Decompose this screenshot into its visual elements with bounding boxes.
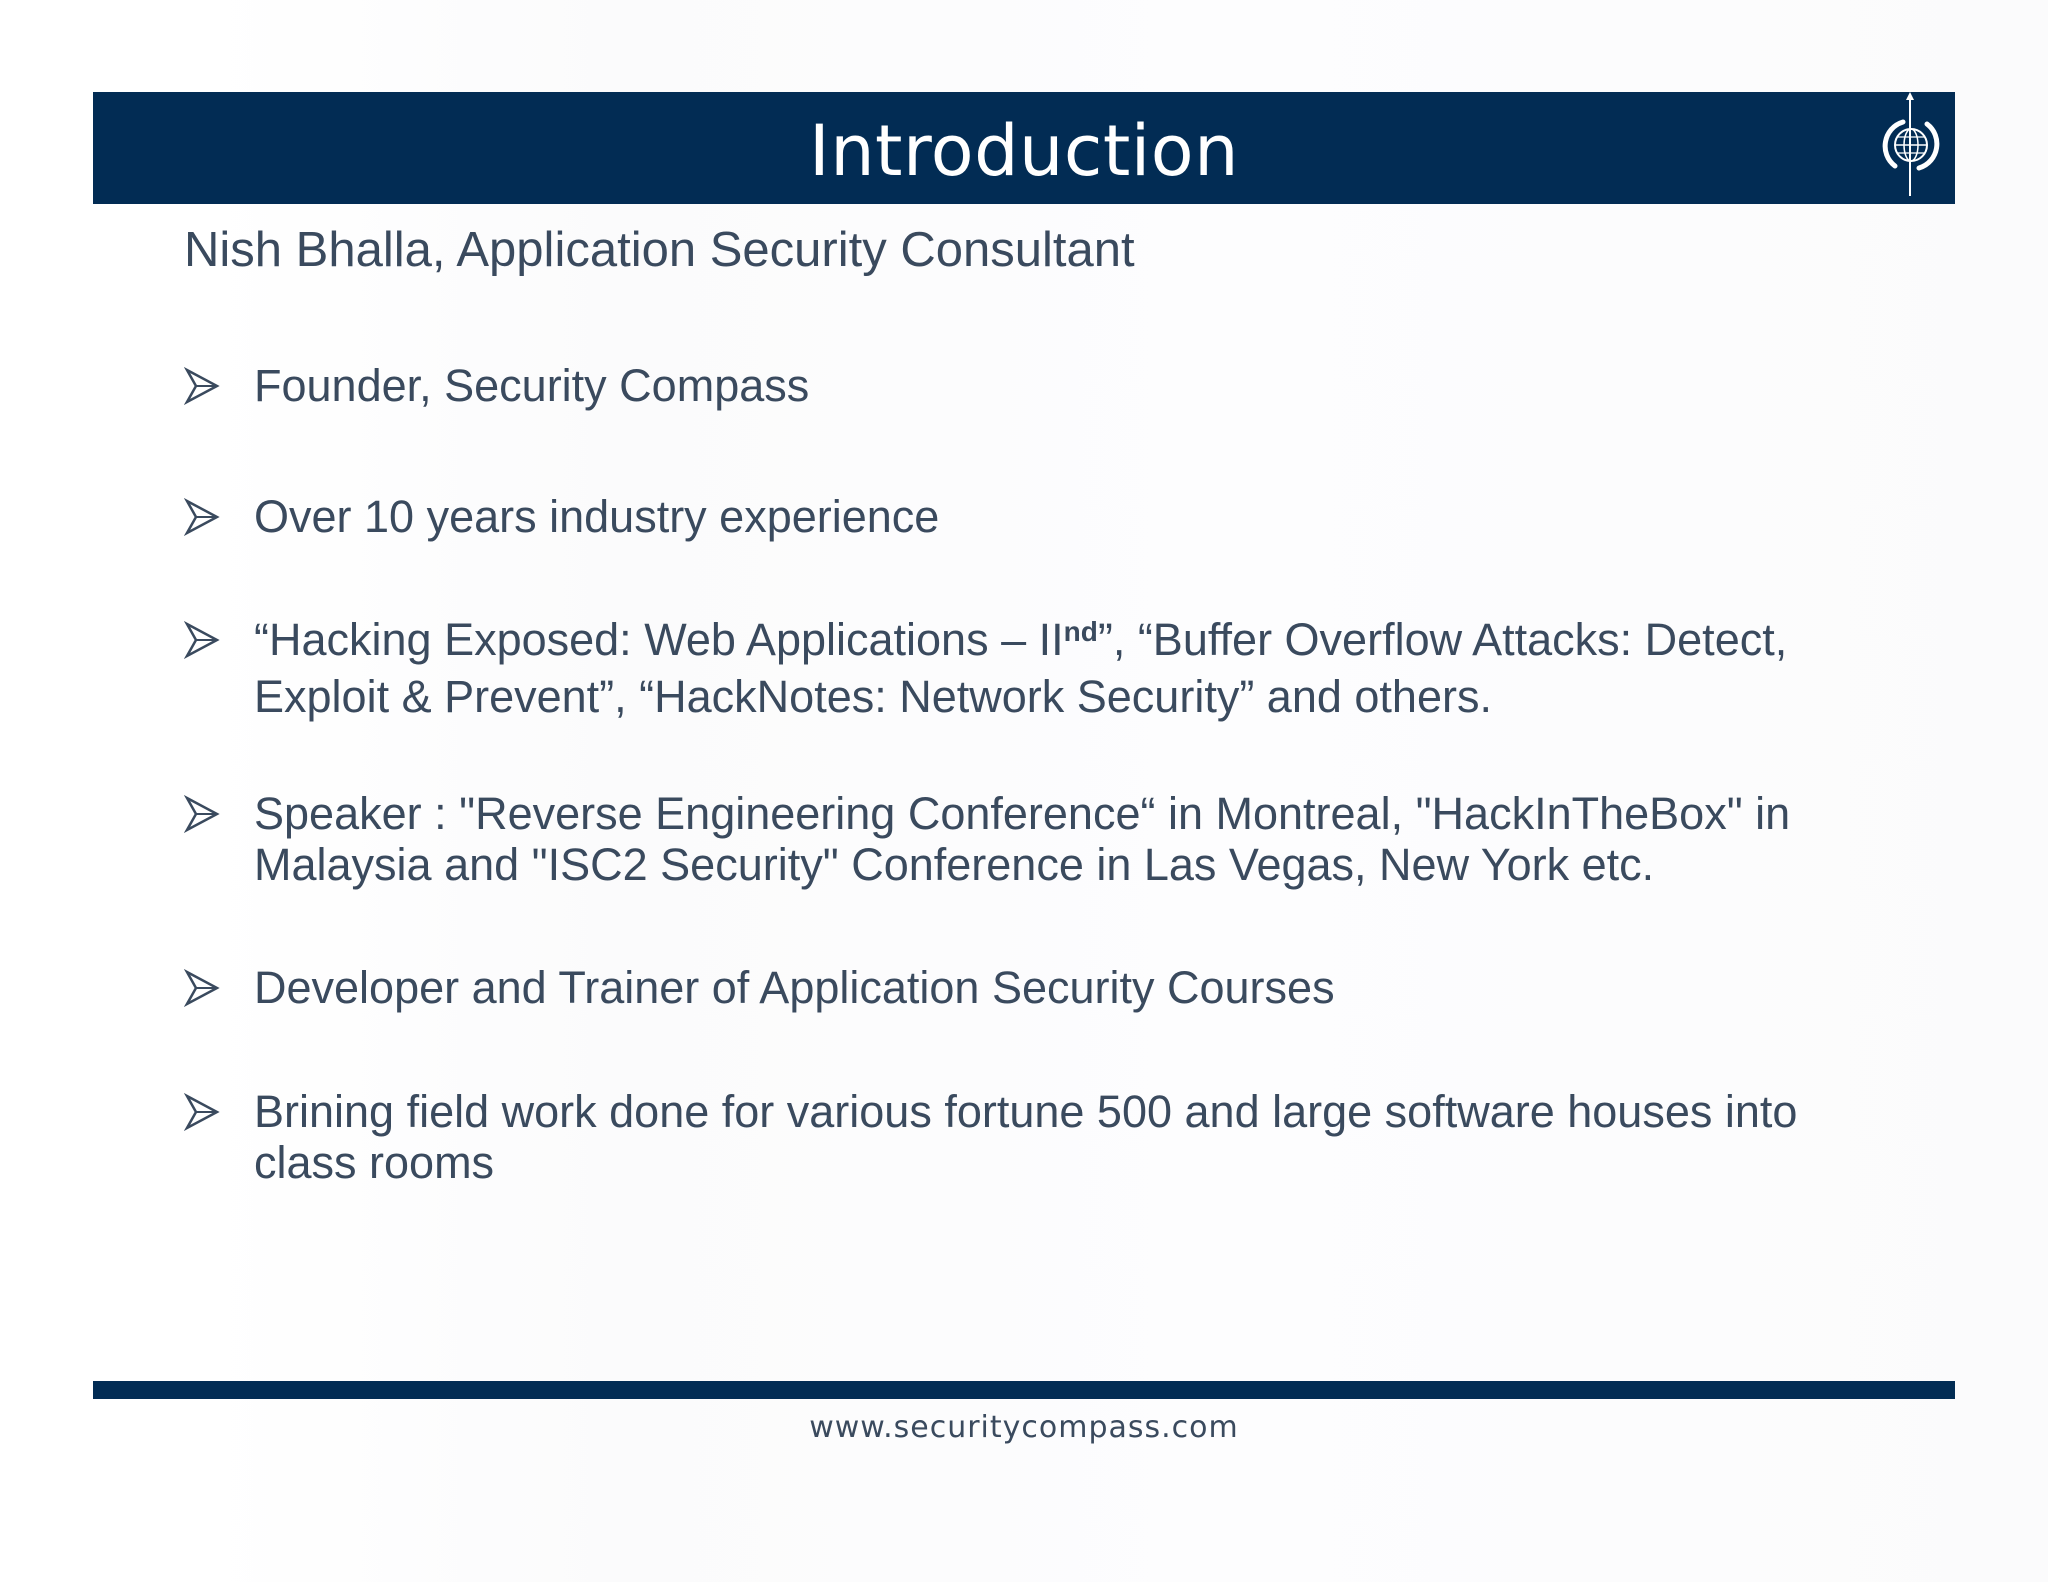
arrowhead-bullet-icon xyxy=(184,1092,220,1132)
bullet-text: Brining field work done for various fortune 500 and large software houses into class rooms xyxy=(254,1086,1798,1188)
bullet-text: Developer and Trainer of Application Security Courses xyxy=(254,962,1335,1013)
superscript: nd xyxy=(1063,616,1098,647)
bullet-text: Over 10 years industry experience xyxy=(254,491,940,542)
bullet-text: Founder, Security Compass xyxy=(254,360,810,411)
arrowhead-bullet-icon xyxy=(184,620,220,660)
arrowhead-bullet-icon xyxy=(184,366,220,406)
footer-url: www.securitycompass.com xyxy=(809,1410,1239,1445)
bullet-text-part: ”, “Buffer Overflow Attacks: Detect, Exploit & Prevent”, “HackNotes: Network Security” and others. xyxy=(254,614,1788,722)
arrowhead-bullet-icon xyxy=(184,794,220,834)
title-bar xyxy=(93,92,1955,204)
bullet-text xyxy=(254,614,1894,722)
arrowhead-bullet-icon xyxy=(184,497,220,537)
compass-globe-logo-icon xyxy=(1873,92,1945,198)
bullet-text-part: “Hacking Exposed: Web Applications – II xyxy=(254,614,1064,665)
footer-bar xyxy=(93,1381,1955,1399)
arrowhead-bullet-icon xyxy=(184,968,220,1008)
slide-title: Introduction xyxy=(809,110,1239,192)
subtitle: Nish Bhalla, Application Security Consultant xyxy=(184,223,1135,277)
bullet-text: Speaker : "Reverse Engineering Conference“ in Montreal, "HackInTheBox" in Malaysia and "ISC2 Security" Conference in Las Vegas, New York etc. xyxy=(254,788,1791,890)
